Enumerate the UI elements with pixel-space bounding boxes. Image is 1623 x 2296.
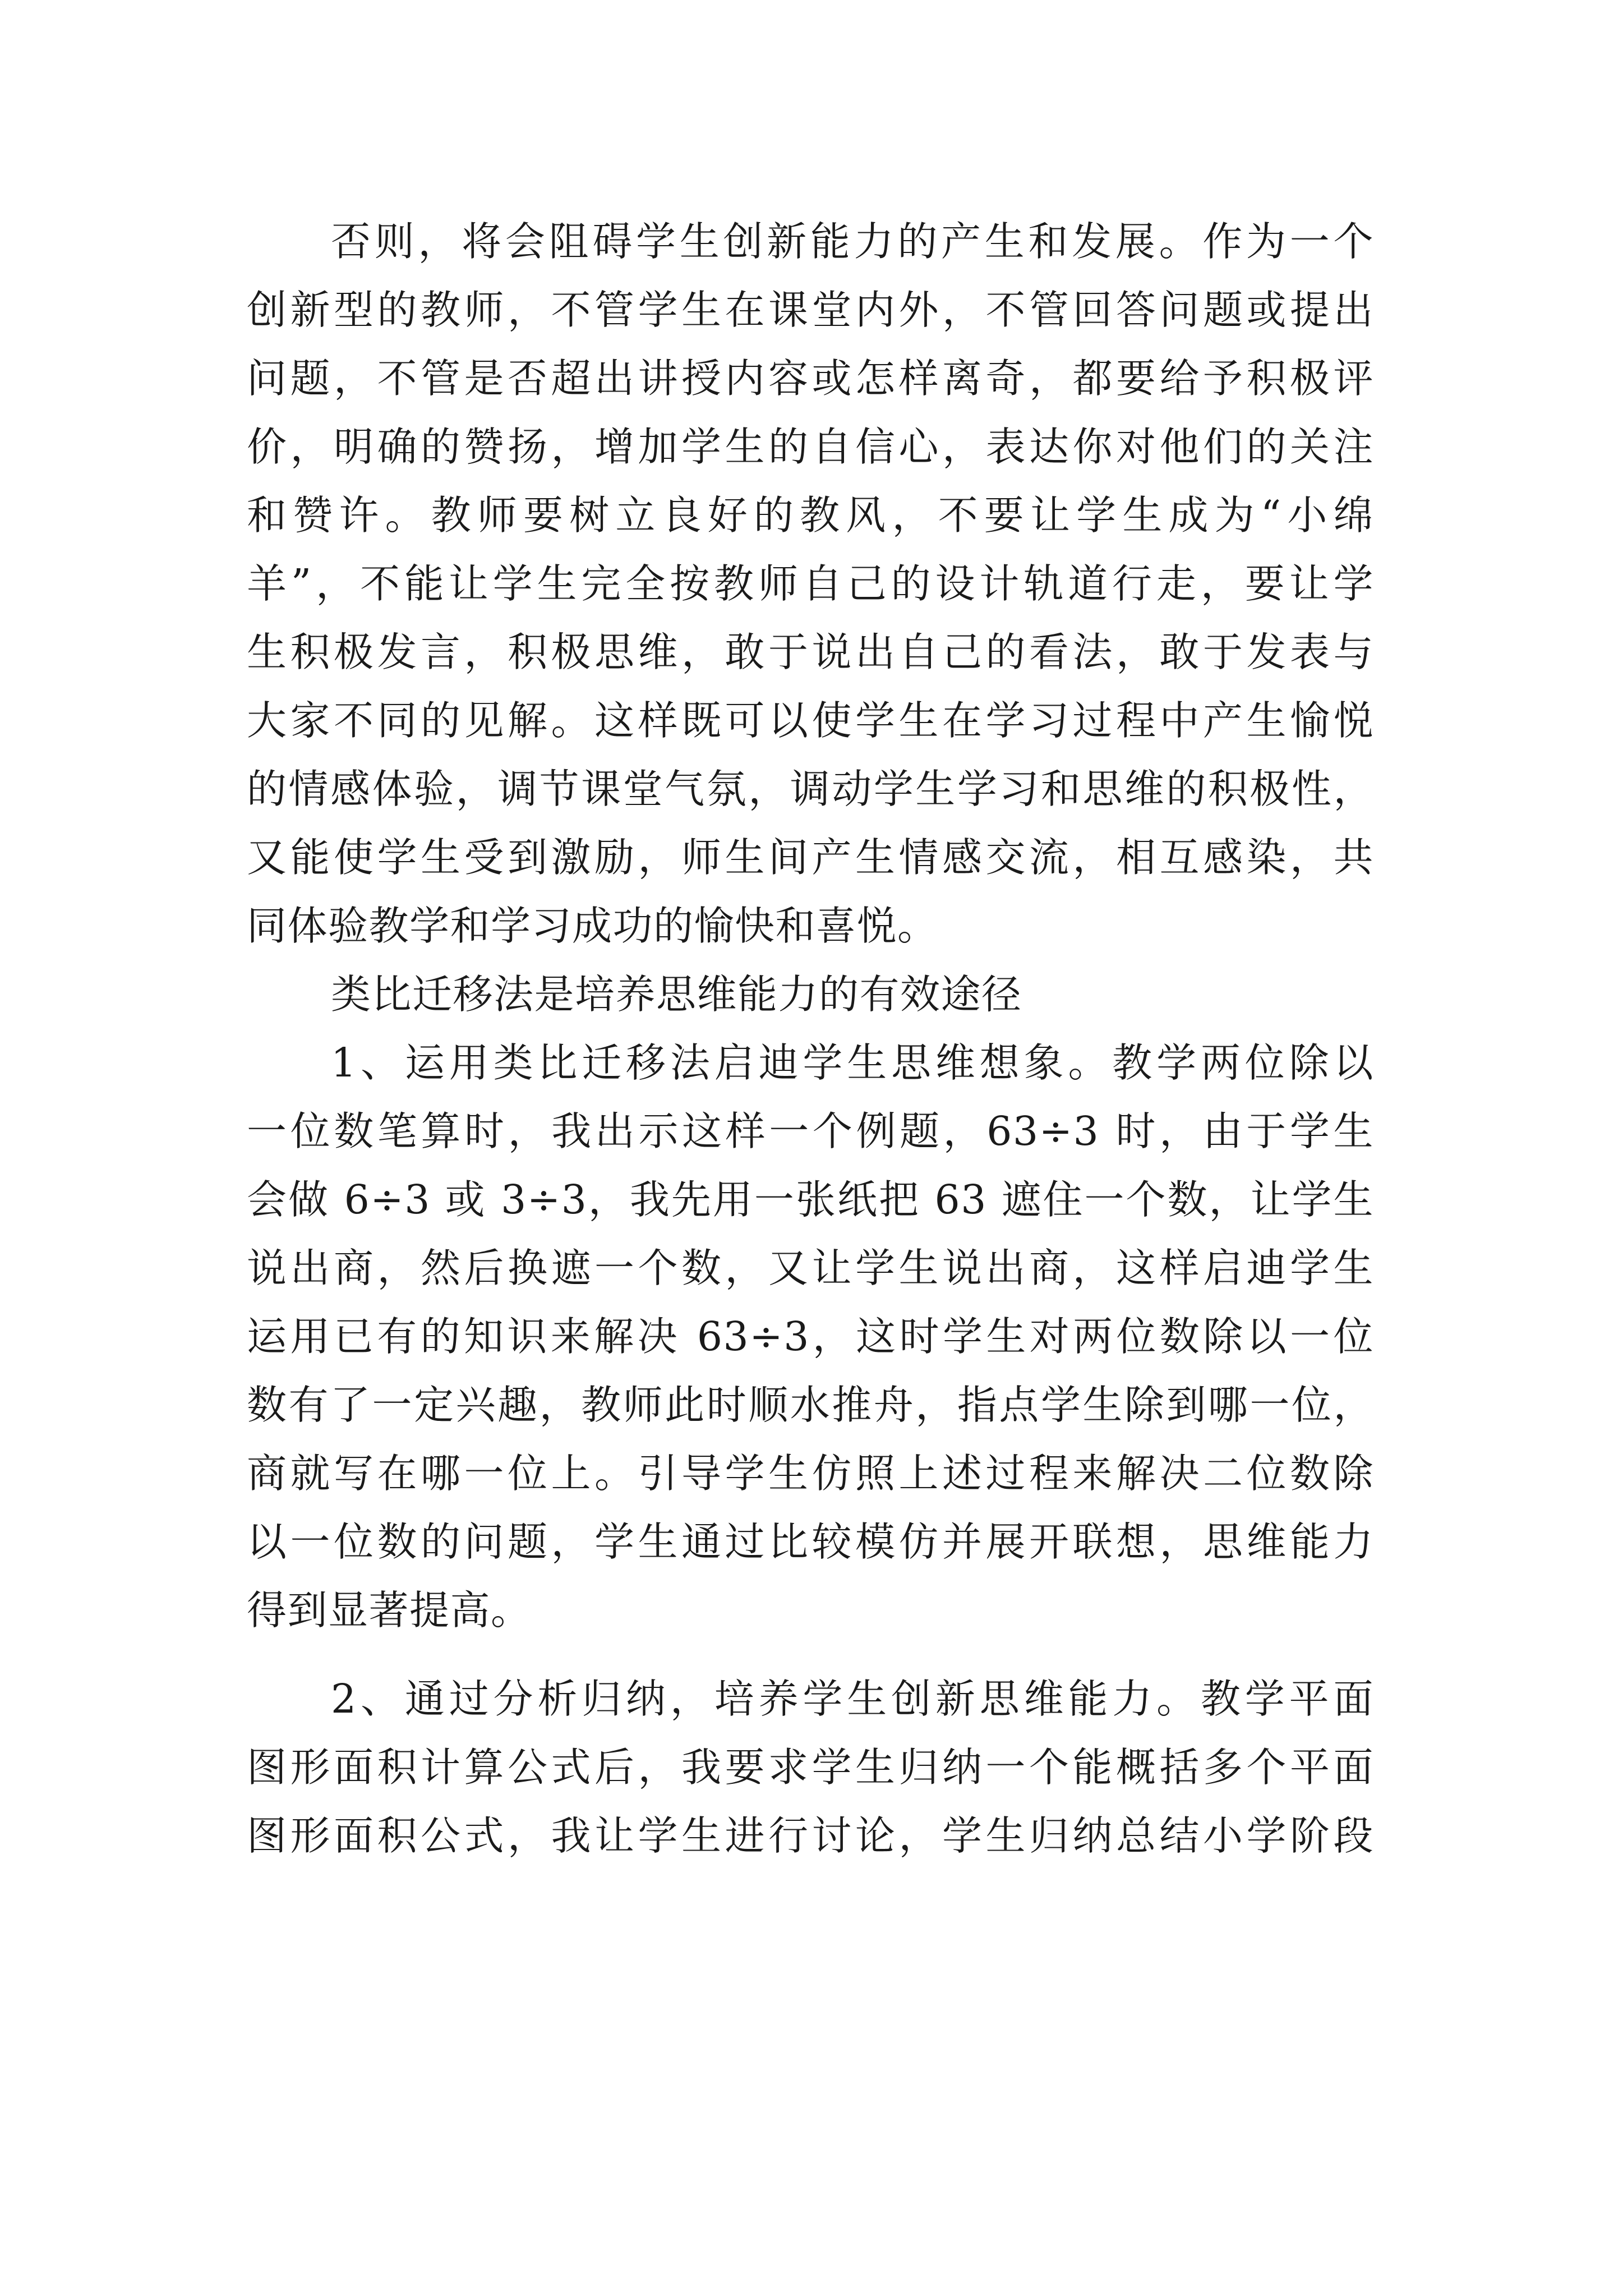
text-line: 的情感体验，调节课堂气氛，调动学生学习和思维的积极性， xyxy=(247,766,1374,812)
paragraph-1 xyxy=(247,208,1374,960)
text-line: 一位数笔算时，我出示这样一个例题，63÷3 时，由于学生 xyxy=(247,1108,1374,1154)
text-line: 图形面积公式，我让学生进行讨论，学生归纳总结小学阶段 xyxy=(247,1812,1374,1859)
paragraph-2 xyxy=(247,1029,1374,1645)
text-line: 羊”，不能让学生完全按教师自己的设计轨道行走，要让学 xyxy=(247,560,1374,607)
text-line: 创新型的教师，不管学生在课堂内外，不管回答问题或提出 xyxy=(247,287,1374,333)
text-line: 数有了一定兴趣，教师此时顺水推舟，指点学生除到哪一位， xyxy=(247,1382,1374,1428)
text-line: 运用已有的知识来解决 63÷3，这时学生对两位数除以一位 xyxy=(247,1313,1374,1360)
paragraph-spacer xyxy=(247,1645,1374,1665)
section-heading xyxy=(247,960,1374,1029)
text-line: 问题，不管是否超出讲授内容或怎样离奇，都要给予积极评 xyxy=(247,355,1374,402)
text-line: 商就写在哪一位上。引导学生仿照上述过程来解决二位数除 xyxy=(247,1450,1374,1497)
body-text xyxy=(247,208,1374,1870)
text-line: 会做 6÷3 或 3÷3，我先用一张纸把 63 遮住一个数，让学生 xyxy=(247,1176,1374,1223)
text-line: 得到显著提高。 xyxy=(247,1587,532,1634)
text-line: 又能使学生受到激励，师生间产生情感交流，相互感染，共 xyxy=(247,834,1374,881)
text-line: 说出商，然后换遮一个数，又让学生说出商，这样启迪学生 xyxy=(247,1245,1374,1291)
text-line: 图形面积计算公式后，我要求学生归纳一个能概括多个平面 xyxy=(247,1744,1374,1791)
text-line: 否则，将会阻碍学生创新能力的产生和发展。作为一个 xyxy=(331,218,1374,265)
text-line: 同体验教学和学习成功的愉快和喜悦。 xyxy=(247,903,938,949)
text-line: 和赞许。教师要树立良好的教风，不要让学生成为“小绵 xyxy=(247,492,1374,539)
heading-text: 类比迁移法是培养思维能力的有效途径 xyxy=(331,971,1022,1018)
text-line: 1、运用类比迁移法启迪学生思维想象。教学两位除以 xyxy=(331,1039,1374,1086)
paragraph-3 xyxy=(247,1665,1374,1870)
text-line: 价，明确的赞扬，增加学生的自信心，表达你对他们的关注 xyxy=(247,424,1374,470)
text-line: 2、通过分析归纳，培养学生创新思维能力。教学平面 xyxy=(331,1676,1374,1722)
text-line: 生积极发言，积极思维，敢于说出自己的看法，敢于发表与 xyxy=(247,629,1374,675)
text-line: 大家不同的见解。这样既可以使学生在学习过程中产生愉悦 xyxy=(247,697,1374,744)
text-line: 以一位数的问题，学生通过比较模仿并展开联想，思维能力 xyxy=(247,1519,1374,1565)
